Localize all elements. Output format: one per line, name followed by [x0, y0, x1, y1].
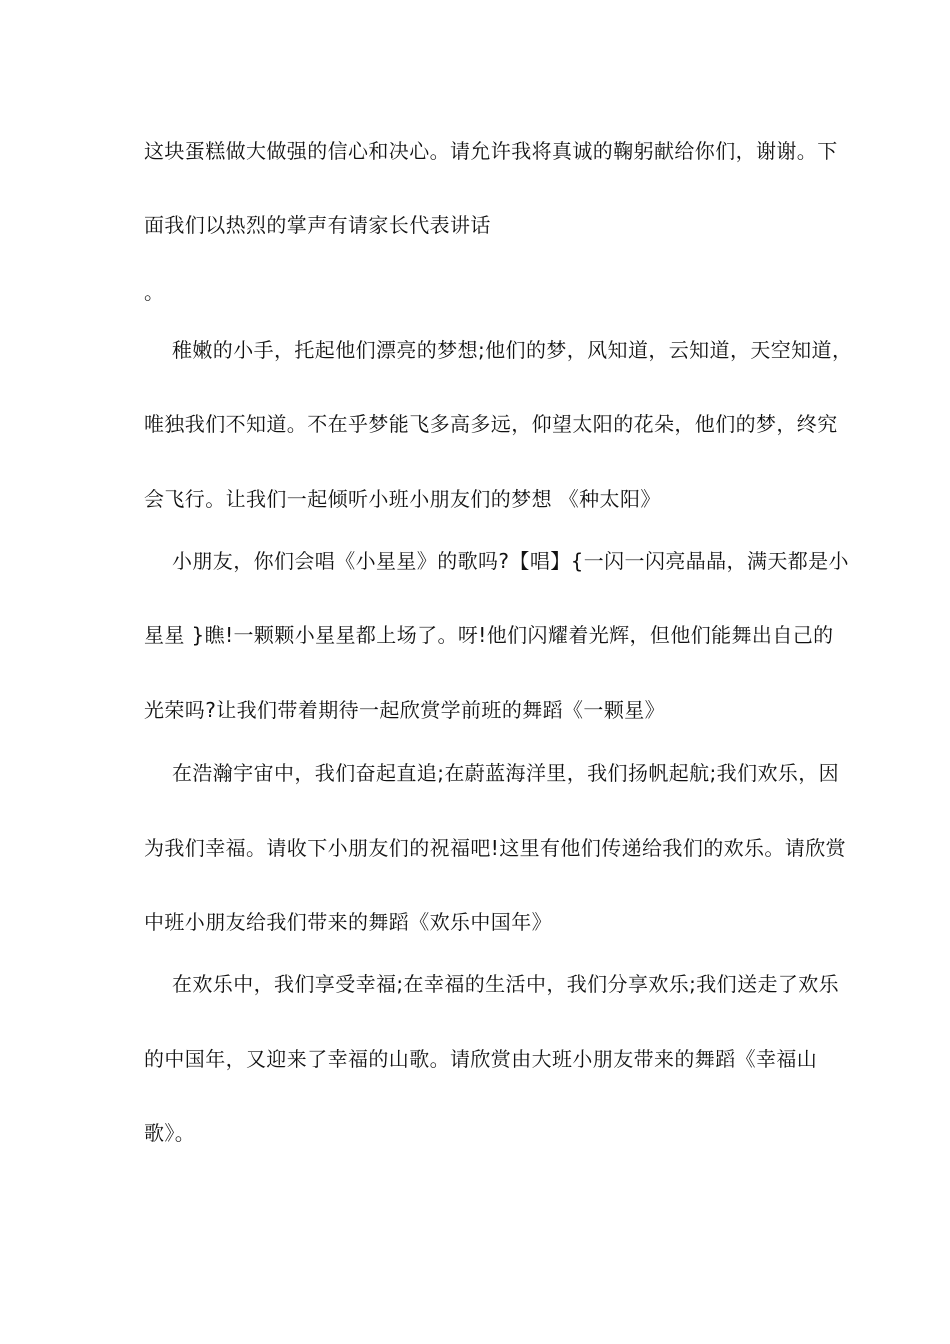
text-line: 歌》。 [144, 1121, 196, 1145]
text-line: 会飞行。让我们一起倾听小班小朋友们的梦想 《种太阳》 [144, 487, 661, 511]
text-line: 星星 }瞧!一颗颗小星星都上场了。呀!他们闪耀着光辉，但他们能舞出自己的 [144, 623, 834, 647]
paragraph-first-line: 小朋友，你们会唱《小星星》的歌吗?【唱】{一闪一闪亮晶晶，满天都是小 [172, 549, 849, 573]
paragraph-first-line: 在浩瀚宇宙中，我们奋起直追;在蔚蓝海洋里，我们扬帆起航;我们欢乐，因 [172, 761, 840, 785]
text-line: 为我们幸福。请收下小朋友们的祝福吧!这里有他们传递给我们的欢乐。请欣赏 [144, 836, 847, 860]
text-line: 。 [144, 280, 165, 304]
text-line: 中班小朋友给我们带来的舞蹈《欢乐中国年》 [144, 910, 552, 934]
text-line: 这块蛋糕做大做强的信心和决心。请允许我将真诚的鞠躬献给你们，谢谢。下 [144, 139, 838, 163]
paragraph-first-line: 稚嫩的小手，托起他们漂亮的梦想;他们的梦，风知道，云知道，天空知道， [172, 338, 853, 362]
text-line: 唯独我们不知道。不在乎梦能飞多高多远，仰望太阳的花朵，他们的梦，终究 [144, 412, 838, 436]
text-line: 面我们以热烈的掌声有请家长代表讲话 [144, 213, 491, 237]
text-line: 的中国年，又迎来了幸福的山歌。请欣赏由大班小朋友带来的舞蹈《幸福山 [144, 1047, 818, 1071]
paragraph-first-line: 在欢乐中，我们享受幸福;在幸福的生活中，我们分享欢乐;我们送走了欢乐 [172, 972, 840, 996]
text-line: 光荣吗?让我们带着期待一起欣赏学前班的舞蹈《一颗星》 [144, 698, 666, 722]
